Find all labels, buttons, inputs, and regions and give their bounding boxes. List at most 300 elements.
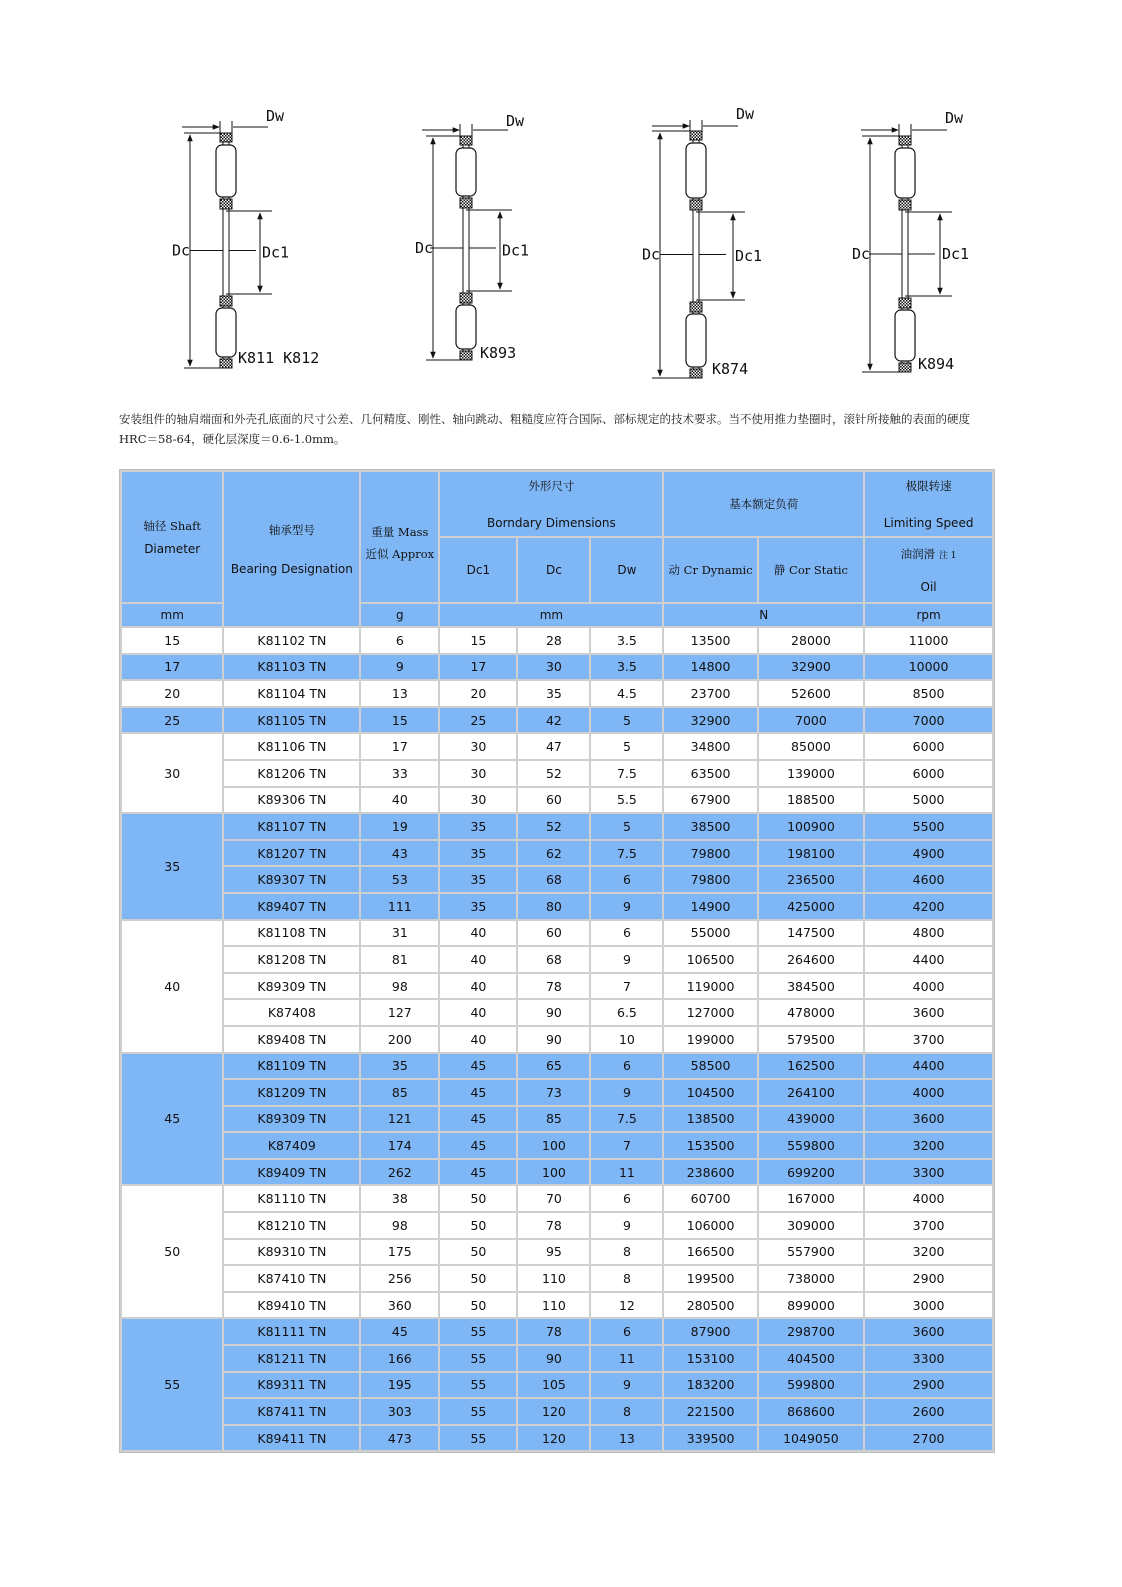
dc1-cell: 15: [440, 628, 516, 653]
dw-cell: 3.5: [591, 628, 662, 653]
header-dw: Dw: [591, 538, 662, 602]
cr-cell: 127000: [664, 1000, 756, 1025]
cr-cell: 153100: [664, 1346, 756, 1371]
mass-cell: 33: [361, 761, 438, 786]
designation-cell: K81211 TN: [224, 1346, 359, 1371]
mass-cell: 19: [361, 814, 438, 839]
table-row: [122, 1160, 992, 1185]
dc-cell: 105: [518, 1373, 589, 1398]
technical-note: [119, 409, 999, 449]
cor-cell: 264600: [759, 947, 863, 972]
dc-cell: 60: [518, 921, 589, 946]
cor-cell: 188500: [759, 788, 863, 813]
designation-cell: K81103 TN: [224, 655, 359, 680]
speed-cell: 4200: [865, 894, 992, 919]
dc-cell: 73: [518, 1080, 589, 1105]
dw-cell: 7.5: [591, 1107, 662, 1132]
cage-block: [460, 293, 472, 303]
speed-cell: 2600: [865, 1399, 992, 1424]
table-row: [122, 1266, 992, 1291]
header-dc1: Dc1: [440, 538, 516, 602]
needle-roller: [895, 310, 915, 361]
dc1-cell: 45: [440, 1107, 516, 1132]
header-oil-en: Oil: [920, 580, 937, 594]
note-line-1: 安装组件的轴肩端面和外壳孔底面的尺寸公差、几何精度、刚性、轴向跳动、粗糙度应符合国际、部标规定的技术要求。当不使用推力垫圈时，滚针所接触的表面的硬度: [119, 412, 970, 426]
header-oil-cn: 油润滑: [900, 547, 936, 561]
dw-cell: 8: [591, 1240, 662, 1265]
cage-block: [220, 296, 232, 306]
note-line-2: HRC＝58-64，硬化层深度＝0.6-1.0mm。: [119, 432, 346, 446]
cor-cell: 868600: [759, 1399, 863, 1424]
speed-cell: 6000: [865, 734, 992, 759]
needle-roller: [686, 143, 706, 198]
table-row: [122, 814, 992, 839]
header-dc: Dc: [518, 538, 589, 602]
dc1-cell: 30: [440, 734, 516, 759]
cr-cell: 67900: [664, 788, 756, 813]
cage-block: [690, 302, 702, 312]
dw-label: Dw: [945, 109, 964, 127]
shaft-diameter-cell: 20: [122, 681, 222, 706]
shaft-diameter-cell: 30: [122, 734, 222, 812]
cor-cell: 899000: [759, 1293, 863, 1318]
speed-cell: 8500: [865, 681, 992, 706]
dw-cell: 6: [591, 1054, 662, 1079]
cage-block: [220, 199, 232, 209]
model-label: K894: [918, 355, 955, 373]
dw-cell: 6: [591, 1319, 662, 1344]
dc1-cell: 55: [440, 1426, 516, 1451]
header-limiting-speed: [865, 472, 992, 536]
dc1-cell: 55: [440, 1319, 516, 1344]
dc1-cell: 45: [440, 1133, 516, 1158]
cor-cell: 298700: [759, 1319, 863, 1344]
speed-cell: 3200: [865, 1240, 992, 1265]
table-row: [122, 734, 992, 759]
speed-cell: 4600: [865, 867, 992, 892]
speed-cell: 7000: [865, 708, 992, 733]
needle-roller: [895, 148, 915, 198]
dw-cell: 6.5: [591, 1000, 662, 1025]
speed-cell: 2900: [865, 1373, 992, 1398]
dw-cell: 7: [591, 974, 662, 999]
table-row: [122, 1346, 992, 1371]
cr-cell: 339500: [664, 1426, 756, 1451]
shaft-diameter-cell: 35: [122, 814, 222, 918]
speed-cell: 4000: [865, 1080, 992, 1105]
header-mass-cn: 重量 Mass: [371, 525, 429, 539]
header-boundary-dimensions: [440, 472, 662, 536]
cor-cell: 478000: [759, 1000, 863, 1025]
speed-cell: 2900: [865, 1266, 992, 1291]
table-row: [122, 974, 992, 999]
designation-cell: K89309 TN: [224, 1107, 359, 1132]
header-dims-en: Borndary Dimensions: [487, 516, 616, 530]
cor-cell: 198100: [759, 841, 863, 866]
speed-cell: 5000: [865, 788, 992, 813]
dc1-cell: 50: [440, 1186, 516, 1211]
designation-cell: K89310 TN: [224, 1240, 359, 1265]
cor-cell: 738000: [759, 1266, 863, 1291]
cor-cell: 28000: [759, 628, 863, 653]
mass-cell: 6: [361, 628, 438, 653]
header-shaft-cn: 轴径 Shaft: [143, 519, 202, 533]
mass-cell: 40: [361, 788, 438, 813]
mass-cell: 121: [361, 1107, 438, 1132]
speed-cell: 4400: [865, 1054, 992, 1079]
dc1-cell: 17: [440, 655, 516, 680]
dc-cell: 120: [518, 1426, 589, 1451]
designation-cell: K81102 TN: [224, 628, 359, 653]
cr-cell: 14900: [664, 894, 756, 919]
header-cor-static: [759, 538, 863, 602]
dw-cell: 4.5: [591, 681, 662, 706]
designation-cell: K81104 TN: [224, 681, 359, 706]
dc1-cell: 40: [440, 974, 516, 999]
mass-cell: 360: [361, 1293, 438, 1318]
cr-cell: 14800: [664, 655, 756, 680]
cr-cell: 221500: [664, 1399, 756, 1424]
cr-cell: 38500: [664, 814, 756, 839]
mass-cell: 13: [361, 681, 438, 706]
speed-cell: 4000: [865, 1186, 992, 1211]
dc1-cell: 50: [440, 1266, 516, 1291]
table-row: [122, 947, 992, 972]
dc1-cell: 50: [440, 1293, 516, 1318]
dw-cell: 7.5: [591, 761, 662, 786]
header-basic-load-rating: [664, 472, 863, 536]
dc1-cell: 35: [440, 894, 516, 919]
table-row: [122, 655, 992, 680]
cr-cell: 280500: [664, 1293, 756, 1318]
cor-cell: 236500: [759, 867, 863, 892]
header-load-cn: 基本额定负荷: [729, 497, 799, 511]
cr-cell: 63500: [664, 761, 756, 786]
cr-cell: 106500: [664, 947, 756, 972]
dc-cell: 85: [518, 1107, 589, 1132]
mass-cell: 85: [361, 1080, 438, 1105]
dc-label: Dc: [415, 239, 434, 257]
cr-cell: 199500: [664, 1266, 756, 1291]
dw-label: Dw: [736, 105, 755, 123]
header-designation-en: Bearing Designation: [230, 562, 353, 576]
table-row: [122, 628, 992, 653]
unit-shaft: mm: [122, 604, 222, 626]
cage-block: [460, 198, 472, 208]
dc1-cell: 35: [440, 841, 516, 866]
cor-cell: 559800: [759, 1133, 863, 1158]
dc-cell: 78: [518, 974, 589, 999]
mass-cell: 43: [361, 841, 438, 866]
dc1-cell: 55: [440, 1399, 516, 1424]
mass-cell: 15: [361, 708, 438, 733]
dc-cell: 90: [518, 1000, 589, 1025]
cr-cell: 79800: [664, 867, 756, 892]
cr-cell: 183200: [664, 1373, 756, 1398]
table-row: [122, 1240, 992, 1265]
cor-cell: 579500: [759, 1027, 863, 1052]
dc-cell: 35: [518, 681, 589, 706]
table-row: [122, 1373, 992, 1398]
designation-cell: K81108 TN: [224, 921, 359, 946]
cage-block: [220, 133, 232, 142]
designation-cell: K81105 TN: [224, 708, 359, 733]
dc-cell: 80: [518, 894, 589, 919]
dw-cell: 7.5: [591, 841, 662, 866]
unit-load: N: [664, 604, 863, 626]
cr-cell: 138500: [664, 1107, 756, 1132]
cage-block: [460, 136, 472, 145]
dc1-cell: 25: [440, 708, 516, 733]
specification-table: [119, 469, 995, 1453]
bearing-diagrams: [0, 0, 1122, 400]
header-bearing-designation: [224, 472, 359, 626]
cr-cell: 119000: [664, 974, 756, 999]
cage-block: [690, 131, 702, 140]
speed-cell: 3200: [865, 1133, 992, 1158]
mass-cell: 174: [361, 1133, 438, 1158]
dc-cell: 78: [518, 1319, 589, 1344]
cr-cell: 34800: [664, 734, 756, 759]
shaft-diameter-cell: 55: [122, 1319, 222, 1450]
model-label: K893: [480, 344, 517, 362]
mass-cell: 262: [361, 1160, 438, 1185]
cr-cell: 238600: [664, 1160, 756, 1185]
dw-cell: 8: [591, 1266, 662, 1291]
dw-cell: 5: [591, 734, 662, 759]
dw-cell: 6: [591, 867, 662, 892]
designation-cell: K81106 TN: [224, 734, 359, 759]
dc-cell: 110: [518, 1266, 589, 1291]
cr-cell: 79800: [664, 841, 756, 866]
cr-cell: 87900: [664, 1319, 756, 1344]
dw-label: Dw: [266, 107, 285, 125]
table-row: [122, 1213, 992, 1238]
dw-cell: 13: [591, 1426, 662, 1451]
cor-cell: 147500: [759, 921, 863, 946]
dc-cell: 52: [518, 761, 589, 786]
dw-cell: 9: [591, 1213, 662, 1238]
designation-cell: K87408: [224, 1000, 359, 1025]
dw-cell: 5: [591, 708, 662, 733]
dc-cell: 78: [518, 1213, 589, 1238]
mass-cell: 38: [361, 1186, 438, 1211]
header-oil-note: 注 1: [938, 551, 957, 561]
dc1-cell: 55: [440, 1373, 516, 1398]
dw-cell: 6: [591, 921, 662, 946]
dc1-cell: 50: [440, 1240, 516, 1265]
table-row: [122, 841, 992, 866]
speed-cell: 10000: [865, 655, 992, 680]
dc-label: Dc: [172, 241, 191, 260]
dc-cell: 100: [518, 1133, 589, 1158]
mass-cell: 98: [361, 1213, 438, 1238]
cor-cell: 439000: [759, 1107, 863, 1132]
cage-block: [899, 200, 911, 210]
designation-cell: K87409: [224, 1133, 359, 1158]
speed-cell: 11000: [865, 628, 992, 653]
mass-cell: 45: [361, 1319, 438, 1344]
speed-cell: 4400: [865, 947, 992, 972]
cor-cell: 384500: [759, 974, 863, 999]
cage-block: [899, 298, 911, 308]
dc-cell: 28: [518, 628, 589, 653]
cor-cell: 32900: [759, 655, 863, 680]
dc-cell: 90: [518, 1027, 589, 1052]
designation-cell: K89409 TN: [224, 1160, 359, 1185]
table-row: [122, 761, 992, 786]
speed-cell: 3300: [865, 1346, 992, 1371]
cor-cell: 162500: [759, 1054, 863, 1079]
cor-cell: 7000: [759, 708, 863, 733]
designation-cell: K89411 TN: [224, 1426, 359, 1451]
dc1-cell: 40: [440, 921, 516, 946]
cr-cell: 104500: [664, 1080, 756, 1105]
table-row: [122, 894, 992, 919]
cr-cell: 153500: [664, 1133, 756, 1158]
cr-cell: 199000: [664, 1027, 756, 1052]
mass-cell: 35: [361, 1054, 438, 1079]
speed-cell: 4800: [865, 921, 992, 946]
shaft-diameter-cell: 45: [122, 1054, 222, 1185]
mass-cell: 256: [361, 1266, 438, 1291]
mass-cell: 200: [361, 1027, 438, 1052]
unit-mass: g: [361, 604, 438, 626]
dc-cell: 110: [518, 1293, 589, 1318]
header-cr-dynamic: [664, 538, 756, 602]
header-designation-cn: 轴承型号: [268, 523, 315, 537]
table-row: [122, 1107, 992, 1132]
speed-cell: 3700: [865, 1027, 992, 1052]
cor-cell: 100900: [759, 814, 863, 839]
header-shaft-en: Diameter: [144, 542, 201, 556]
dc1-cell: 35: [440, 867, 516, 892]
cor-cell: 599800: [759, 1373, 863, 1398]
cr-cell: 23700: [664, 681, 756, 706]
table-row: [122, 708, 992, 733]
table-row: [122, 1027, 992, 1052]
shaft-diameter-cell: 15: [122, 628, 222, 653]
cr-cell: 166500: [664, 1240, 756, 1265]
dc-cell: 70: [518, 1186, 589, 1211]
speed-cell: 3600: [865, 1319, 992, 1344]
needle-roller: [456, 148, 476, 196]
cr-cell: 55000: [664, 921, 756, 946]
dc1-cell: 45: [440, 1054, 516, 1079]
header-cr-label: 动 Cr Dynamic: [668, 563, 753, 577]
table-row: [122, 867, 992, 892]
dc-cell: 95: [518, 1240, 589, 1265]
unit-speed: rpm: [865, 604, 992, 626]
cr-cell: 58500: [664, 1054, 756, 1079]
cage-block: [220, 359, 232, 368]
table-row: [122, 1000, 992, 1025]
cage-block: [899, 136, 911, 145]
cor-cell: 557900: [759, 1240, 863, 1265]
table-row: [122, 1426, 992, 1451]
designation-cell: K87410 TN: [224, 1266, 359, 1291]
speed-cell: 3300: [865, 1160, 992, 1185]
dc1-cell: 30: [440, 761, 516, 786]
cor-cell: 309000: [759, 1213, 863, 1238]
speed-cell: 3600: [865, 1107, 992, 1132]
dc-cell: 68: [518, 867, 589, 892]
dc-cell: 52: [518, 814, 589, 839]
mass-cell: 17: [361, 734, 438, 759]
cr-cell: 32900: [664, 708, 756, 733]
designation-cell: K81111 TN: [224, 1319, 359, 1344]
mass-cell: 81: [361, 947, 438, 972]
mass-cell: 53: [361, 867, 438, 892]
designation-cell: K89309 TN: [224, 974, 359, 999]
dc-cell: 68: [518, 947, 589, 972]
header-dims-cn: 外形尺寸: [528, 479, 575, 493]
cr-cell: 60700: [664, 1186, 756, 1211]
mass-cell: 175: [361, 1240, 438, 1265]
table-body: [122, 628, 992, 1450]
dw-cell: 9: [591, 947, 662, 972]
needle-roller: [216, 308, 236, 357]
dc1-cell: 45: [440, 1080, 516, 1105]
speed-cell: 2700: [865, 1426, 992, 1451]
mass-cell: 98: [361, 974, 438, 999]
dc1-cell: 45: [440, 1160, 516, 1185]
designation-cell: K81107 TN: [224, 814, 359, 839]
table-row: [122, 681, 992, 706]
designation-cell: K89410 TN: [224, 1293, 359, 1318]
header-speed-cn: 极限转速: [905, 479, 952, 493]
table-row: [122, 1293, 992, 1318]
dw-cell: 9: [591, 894, 662, 919]
mass-cell: 111: [361, 894, 438, 919]
dc1-cell: 40: [440, 1027, 516, 1052]
designation-cell: K89408 TN: [224, 1027, 359, 1052]
dw-cell: 5: [591, 814, 662, 839]
dc-cell: 42: [518, 708, 589, 733]
designation-cell: K81207 TN: [224, 841, 359, 866]
designation-cell: K89307 TN: [224, 867, 359, 892]
cor-cell: 139000: [759, 761, 863, 786]
table-row: [122, 1133, 992, 1158]
dw-cell: 10: [591, 1027, 662, 1052]
designation-cell: K89311 TN: [224, 1373, 359, 1398]
dw-label: Dw: [506, 112, 525, 130]
speed-cell: 5500: [865, 814, 992, 839]
table-row: [122, 1054, 992, 1079]
model-label: K811 K812: [238, 349, 320, 367]
mass-cell: 31: [361, 921, 438, 946]
cr-cell: 13500: [664, 628, 756, 653]
dw-cell: 12: [591, 1293, 662, 1318]
dc-cell: 62: [518, 841, 589, 866]
mass-cell: 195: [361, 1373, 438, 1398]
dc-label: Dc: [642, 245, 661, 264]
speed-cell: 3000: [865, 1293, 992, 1318]
cage-block: [690, 200, 702, 210]
speed-cell: 4000: [865, 974, 992, 999]
dc-label: Dc: [852, 245, 871, 263]
dw-cell: 9: [591, 1373, 662, 1398]
dc1-cell: 35: [440, 814, 516, 839]
table-row: [122, 1080, 992, 1105]
dc-cell: 65: [518, 1054, 589, 1079]
designation-cell: K81109 TN: [224, 1054, 359, 1079]
mass-cell: 473: [361, 1426, 438, 1451]
header-shaft-diameter: [122, 472, 222, 602]
designation-cell: K81110 TN: [224, 1186, 359, 1211]
cor-cell: 699200: [759, 1160, 863, 1185]
shaft-diameter-cell: 50: [122, 1186, 222, 1317]
